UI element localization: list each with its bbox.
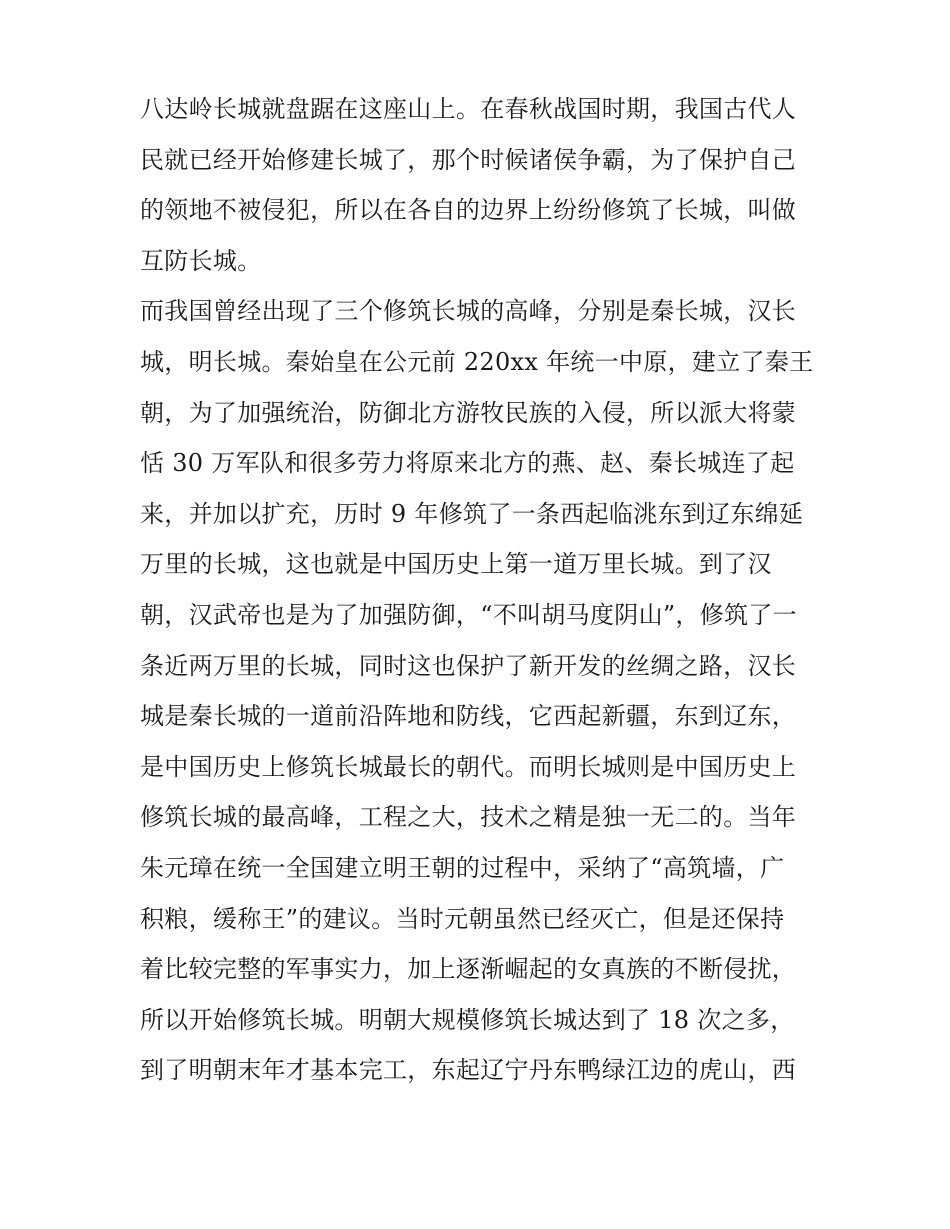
text-line: 城，明长城。秦始皇在公元前 220xx 年统一中原，建立了秦王	[140, 347, 814, 376]
text-line: 而我国曾经出现了三个修筑长城的高峰，分别是秦长城，汉长	[140, 297, 797, 326]
text-line: 八达岭长城就盘踞在这座山上。在春秋战国时期，我国古代人	[140, 95, 797, 123]
text-line: 城是秦长城的一道前沿阵地和防线，它西起新疆，东到辽东，	[140, 702, 797, 731]
text-line: 修筑长城的最高峰，工程之大，技术之精是独一无二的。当年	[140, 803, 797, 832]
text-line: 到了明朝末年才基本完工，东起辽宁丹东鸭绿江边的虎山，西	[140, 1056, 797, 1085]
text-line: 来，并加以扩充，历时 9 年修筑了一条西起临洮东到辽东绵延	[140, 499, 804, 528]
text-line: 所以开始修筑长城。明朝大规模修筑长城达到了 18 次之多，	[140, 1005, 795, 1034]
text-line: 条近两万里的长城，同时这也保护了新开发的丝绸之路，汉长	[140, 651, 797, 680]
text-line: 的领地不被侵犯，所以在各自的边界上纷纷修筑了长城，叫做	[140, 196, 797, 225]
text-line: 民就已经开始修建长城了，那个时候诸侯争霸，为了保护自己	[140, 145, 797, 174]
text-line: 是中国历史上修筑长城最长的朝代。而明长城则是中国历史上	[140, 752, 797, 781]
text-line: 朱元璋在统一全国建立明王朝的过程中，采纳了“高筑墙，广	[140, 853, 785, 882]
document-body	[140, 84, 820, 1096]
text-line: 着比较完整的军事实力，加上逐渐崛起的女真族的不断侵扰，	[140, 955, 797, 984]
text-line: 积粮，缓称王”的建议。当时元朝虽然已经灭亡，但是还保持	[140, 904, 785, 933]
text-line: 恬 30 万军队和很多劳力将原来北方的燕、赵、秦长城连了起	[140, 449, 795, 478]
text-line: 互防长城。	[140, 246, 262, 275]
text-line: 朝，汉武帝也是为了加强防御，“不叫胡马度阴山”，修筑了一	[140, 600, 797, 629]
text-line: 朝，为了加强统治，防御北方游牧民族的入侵，所以派大将蒙	[140, 398, 797, 427]
text-line: 万里的长城，这也就是中国历史上第一道万里长城。到了汉	[140, 550, 772, 579]
